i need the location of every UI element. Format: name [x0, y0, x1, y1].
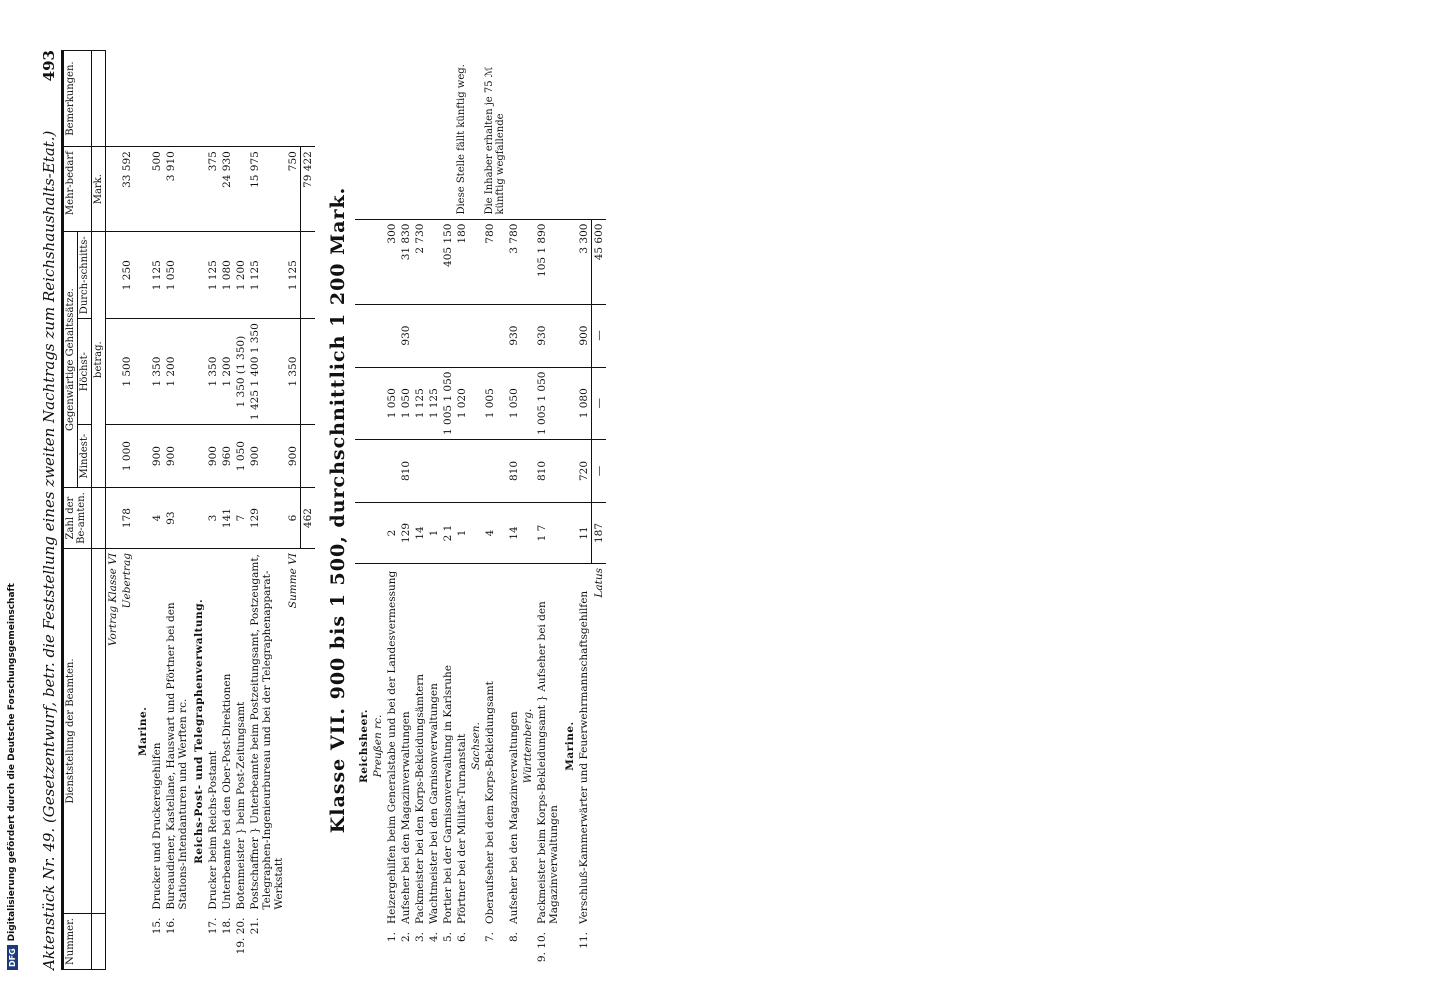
- digitization-footer: [0, 0, 24, 1000]
- row-maximum: 1 005 1 050: [441, 367, 455, 439]
- section-heading-row: [371, 50, 385, 970]
- row-minimum: 810: [507, 440, 521, 503]
- row-requirement: [427, 219, 441, 304]
- row-number: 1.: [386, 932, 398, 943]
- section-heading-row: [190, 51, 206, 970]
- row-maximum: 1 050: [385, 367, 399, 439]
- table-row: [248, 51, 286, 970]
- carry-label: Vortrag Klasse VI: [107, 553, 119, 647]
- row-number: 16.: [165, 917, 177, 935]
- page-number: 493: [40, 50, 58, 82]
- row-requirement: 3 910: [164, 147, 190, 232]
- row-average: 900: [577, 304, 592, 367]
- total-row: [301, 51, 316, 970]
- row-maximum: 1 050: [399, 367, 413, 439]
- latus-row: [592, 50, 607, 970]
- row-number: 3.: [414, 932, 426, 943]
- row-maximum: 1 020: [455, 367, 469, 439]
- row-minimum: 900: [150, 425, 164, 488]
- salary-table-part1: [63, 50, 315, 970]
- row-minimum: [441, 440, 455, 503]
- row-number: 2.: [400, 932, 412, 943]
- salary-table-part2: [355, 50, 606, 970]
- row-designation: Portier bei der Garnisonverwaltung in Karlsruhe: [442, 665, 454, 924]
- row-count: 14: [507, 503, 521, 564]
- carry-over-max: 1 500: [120, 319, 134, 425]
- carry-over-count: 178: [120, 488, 134, 549]
- row-count: 129: [399, 503, 413, 564]
- sum-row: [286, 51, 301, 970]
- row-number: 6.: [456, 932, 468, 943]
- table-row: [234, 51, 248, 970]
- row-count: 1: [455, 503, 469, 564]
- row-count: 7: [234, 488, 248, 549]
- row-count: 3: [206, 488, 220, 549]
- row-number: 19. 20.: [235, 917, 247, 955]
- row-requirement: 105 1 890: [535, 219, 561, 304]
- row-count: 2: [385, 503, 399, 564]
- table-row: [164, 51, 190, 970]
- table-row: [399, 50, 413, 970]
- row-designation: Pförtner bei der Militär-Turnanstalt: [456, 733, 468, 924]
- carry-over-min: 1 000: [120, 425, 134, 488]
- row-designation: Packmeister bei den Korps-Bekleidungsämtern: [414, 673, 426, 924]
- table-row: [206, 51, 220, 970]
- row-number: 5.: [442, 932, 454, 943]
- table-header-row: [64, 51, 78, 970]
- col-requirement: Mehr-bedarf: [64, 147, 92, 232]
- row-requirement: 2 730: [413, 219, 427, 304]
- col-remarks: Bemerkungen.: [64, 51, 92, 147]
- running-header: [40, 50, 63, 970]
- table-row: [427, 50, 441, 970]
- row-minimum: 810: [399, 440, 413, 503]
- table-row: [150, 51, 164, 970]
- row-remarks: Die Inhaber erhalten je 75 ℳ künftig wegfallende: [483, 50, 507, 219]
- row-designation: Postschaffner } Unterbeamte beim Postzeitungsamt, Postzeugamt, Telegraphen-Ingenieurbureau und bei der Telegraphenapparat-Werkstatt: [249, 554, 285, 910]
- row-maximum: 1 125: [413, 367, 427, 439]
- row-average: [455, 304, 469, 367]
- row-minimum: 900: [206, 425, 220, 488]
- wurttemberg-heading: Württemberg.: [522, 708, 534, 784]
- col-salary-group: Gegenwärtige Gehaltssätze.: [64, 232, 78, 488]
- table-unit-row: [92, 51, 106, 970]
- row-count: 1: [427, 503, 441, 564]
- col-maximum: Höchst-: [78, 319, 92, 425]
- row-average: [385, 304, 399, 367]
- section-heading-row: [134, 51, 150, 970]
- row-average: 1 050: [164, 232, 190, 319]
- row-requirement: 15 975: [248, 147, 286, 232]
- carry-over-row: [120, 51, 134, 970]
- row-designation: Packmeister beim Korps-Bekleidungsamt } Aufseher bei den Magazinverwaltungen: [536, 601, 560, 924]
- col-designation: Dienststellung der Beamten.: [64, 549, 92, 914]
- dfg-logo: DFG: [7, 945, 18, 970]
- row-maximum: 1 425 1 400 1 350: [248, 319, 286, 425]
- row-count: 141: [220, 488, 234, 549]
- row-remarks: [385, 50, 399, 219]
- carry-over-req: 33 592: [120, 147, 134, 232]
- sum-min: 900: [286, 425, 301, 488]
- carry-label-row: [106, 51, 121, 970]
- row-designation: Drucker beim Reichs-Postamt: [207, 750, 219, 910]
- row-requirement: 375: [206, 147, 220, 232]
- latus-min: —: [592, 440, 607, 503]
- row-maximum: 1 005 1 050: [535, 367, 561, 439]
- row-remarks: [441, 50, 455, 219]
- row-maximum: 1 350 (1 350): [234, 319, 248, 425]
- class-heading: Klasse VII. 900 bis 1 500, durchschnittlich 1 200 Mark.: [327, 186, 349, 834]
- section-heading-row: [521, 50, 535, 970]
- row-count: 93: [164, 488, 190, 549]
- row-remarks: [507, 50, 521, 219]
- latus-req: 45 600: [592, 219, 607, 304]
- row-average: 1 125: [150, 232, 164, 319]
- row-minimum: 720: [577, 440, 592, 503]
- sum-max: 1 350: [286, 319, 301, 425]
- post-heading: Reichs-Post- und Telegraphenverwaltung.: [193, 598, 205, 864]
- latus-max: —: [592, 367, 607, 439]
- row-remarks: [427, 50, 441, 219]
- row-average: [427, 304, 441, 367]
- row-remarks: [399, 50, 413, 219]
- row-remarks: [164, 51, 190, 147]
- col-count: Zahl der Be-amten.: [64, 488, 92, 549]
- row-maximum: 1 080: [577, 367, 592, 439]
- row-number: 15.: [151, 917, 163, 935]
- table-row: [483, 50, 507, 970]
- sum-count: 6: [286, 488, 301, 549]
- row-number: 21.: [249, 917, 261, 935]
- row-number: 11.: [578, 932, 590, 949]
- total-req: 79 422: [301, 147, 316, 232]
- saxony-heading: Sachsen.: [470, 722, 482, 770]
- row-maximum: 1 050: [507, 367, 521, 439]
- row-remarks: [577, 50, 592, 219]
- row-requirement: 405 150: [441, 219, 455, 304]
- table-row: [220, 51, 234, 970]
- carry-over-avg: 1 250: [120, 232, 134, 319]
- row-number: 7.: [484, 932, 496, 943]
- total-count: 462: [301, 488, 316, 549]
- row-minimum: [413, 440, 427, 503]
- row-number: 17.: [207, 917, 219, 935]
- row-average: 1 080: [220, 232, 234, 319]
- row-minimum: 810: [535, 440, 561, 503]
- section-heading-row: [355, 50, 371, 970]
- row-number: 9. 10.: [536, 932, 548, 963]
- row-remarks: [206, 51, 220, 147]
- table-row: [577, 50, 592, 970]
- row-minimum: 900: [248, 425, 286, 488]
- row-minimum: [427, 440, 441, 503]
- col-minimum: Mindest-: [78, 425, 92, 488]
- col-number: Nummer.: [64, 914, 92, 970]
- row-designation: Wachtmeister bei den Garnisonverwaltungen: [428, 683, 440, 924]
- row-minimum: [455, 440, 469, 503]
- row-designation: Verschluß-Kammerwärter und Feuerwehrmannschaftsgehilfen: [578, 590, 590, 924]
- row-maximum: 1 200: [220, 319, 234, 425]
- row-maximum: 1 125: [427, 367, 441, 439]
- marine-heading-2: Marine.: [564, 721, 576, 771]
- row-designation: Bureaudiener, Kastellane, Hauswart und Pförtner bei den Stations-Intendanturen und Werften rc.: [165, 602, 189, 910]
- marine-heading: Marine.: [137, 706, 149, 757]
- row-remarks: Diese Stelle fällt künftig weg.: [455, 50, 469, 219]
- row-count: 2 1: [441, 503, 455, 564]
- table-row: [441, 50, 455, 970]
- row-minimum: [483, 440, 507, 503]
- row-minimum: 960: [220, 425, 234, 488]
- carry-over-label: Uebertrag: [121, 553, 133, 609]
- section-heading-row: [469, 50, 483, 970]
- row-minimum: [385, 440, 399, 503]
- row-average: 1 200: [234, 232, 248, 319]
- row-requirement: 31 830: [399, 219, 413, 304]
- footer-text: Digitalisierung gefördert durch die Deutsche Forschungsgemeinschaft: [7, 583, 17, 942]
- section-heading-row: [561, 50, 577, 970]
- row-maximum: 1 005: [483, 367, 507, 439]
- row-designation: Aufseher bei den Magazinverwaltungen: [508, 711, 520, 924]
- sum-label: Summe VI: [287, 553, 299, 609]
- table-row: [413, 50, 427, 970]
- row-number: 8.: [508, 932, 520, 943]
- row-average: 930: [399, 304, 413, 367]
- row-count: 1 7: [535, 503, 561, 564]
- unit-mark: Mark.: [92, 147, 106, 232]
- row-minimum: 1 050: [234, 425, 248, 488]
- row-remarks: [220, 51, 234, 147]
- row-count: 11: [577, 503, 592, 564]
- row-average: 1 125: [206, 232, 220, 319]
- row-remarks: [535, 50, 561, 219]
- row-requirement: 780: [483, 219, 507, 304]
- latus-count: 187: [592, 503, 607, 564]
- col-average: Durch-schnitts-: [78, 232, 92, 319]
- table-row: [535, 50, 561, 970]
- row-count: 4: [483, 503, 507, 564]
- row-requirement: 180: [455, 219, 469, 304]
- row-minimum: 900: [164, 425, 190, 488]
- row-maximum: 1 350: [206, 319, 220, 425]
- reich-heading: Reichsheer.: [358, 708, 370, 784]
- row-count: 129: [248, 488, 286, 549]
- document-page: [40, 50, 606, 970]
- row-count: 14: [413, 503, 427, 564]
- row-designation: Unterbeamte bei den Ober-Post-Direktionen: [221, 673, 233, 910]
- sum-avg: 1 125: [286, 232, 301, 319]
- row-maximum: 1 200: [164, 319, 190, 425]
- row-requirement: 24 930: [220, 147, 234, 232]
- row-remarks: [248, 51, 286, 147]
- row-average: [441, 304, 455, 367]
- row-requirement: 500: [150, 147, 164, 232]
- row-average: 930: [507, 304, 521, 367]
- row-count: 4: [150, 488, 164, 549]
- row-remarks: [150, 51, 164, 147]
- page-title: Aktenstück Nr. 49. (Gesetzentwurf, betr. die Feststellung eines zweiten Nachtrags zum Reichshaushalts-Etat.): [40, 130, 58, 970]
- row-average: [413, 304, 427, 367]
- row-designation: Aufseher bei den Magazinverwaltungen: [400, 711, 412, 924]
- row-average: [483, 304, 507, 367]
- latus-label: Latus: [592, 568, 605, 598]
- row-designation: Drucker und Druckereigehilfen: [151, 742, 163, 910]
- row-designation: Oberaufseher bei dem Korps-Bekleidungsamt: [484, 681, 496, 924]
- row-designation: Botenmeister } beim Post-Zeitungsamt: [235, 701, 247, 910]
- row-requirement: [234, 147, 248, 232]
- row-designation: Heizergehilfen beim Generalstabe und bei der Landesvermessung: [386, 570, 398, 924]
- amount-label: betrag.: [92, 232, 106, 488]
- latus-avg: —: [592, 304, 607, 367]
- row-number: 4.: [428, 932, 440, 943]
- table-row: [507, 50, 521, 970]
- row-number: 18.: [221, 917, 233, 935]
- row-remarks: [234, 51, 248, 147]
- row-maximum: 1 350: [150, 319, 164, 425]
- row-requirement: 3 780: [507, 219, 521, 304]
- row-requirement: 3 300: [577, 219, 592, 304]
- table-row: [455, 50, 469, 970]
- row-average: 930: [535, 304, 561, 367]
- row-remarks: [413, 50, 427, 219]
- row-requirement: 300: [385, 219, 399, 304]
- row-average: 1 125: [248, 232, 286, 319]
- prussia-heading: Preußen rc.: [372, 714, 384, 778]
- table-row: [385, 50, 399, 970]
- sum-req: 750: [286, 147, 301, 232]
